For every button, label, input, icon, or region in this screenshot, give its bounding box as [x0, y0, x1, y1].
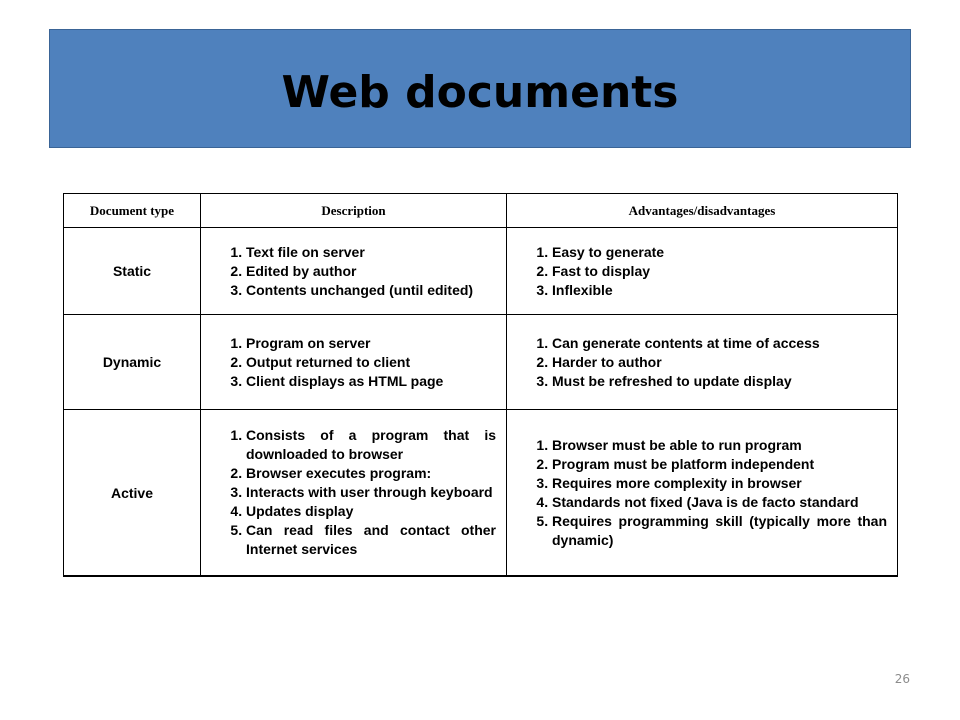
advantages-cell-active [507, 410, 898, 577]
description-cell-active [201, 410, 507, 577]
list-item: 2. Browser executes program: [246, 464, 496, 483]
list-item: 3. Interacts with user through keyboard [246, 483, 496, 502]
list-item: 4. Standards not fixed (Java is de facto standard [552, 493, 887, 512]
table-row-dynamic [64, 315, 898, 410]
list-item: 1. Easy to generate [552, 243, 887, 262]
table-row-static [64, 228, 898, 315]
type-cell-dynamic: Dynamic [64, 315, 201, 410]
advantages-list-static [507, 243, 897, 300]
list-item: 2. Program must be platform independent [552, 455, 887, 474]
type-cell-static: Static [64, 228, 201, 315]
document-types-table [63, 193, 898, 577]
list-item: 3. Client displays as HTML page [246, 372, 496, 391]
list-item: 4. Updates display [246, 502, 496, 521]
header-advantages: Advantages/disadvantages [507, 194, 898, 228]
list-item: 3. Requires more complexity in browser [552, 474, 887, 493]
list-item: 3. Inflexible [552, 281, 887, 300]
list-item: 5. Requires programming skill (typically more than dynamic) [552, 512, 887, 550]
title-banner [49, 29, 911, 148]
list-item: 1. Browser must be able to run program [552, 436, 887, 455]
advantages-list-active [507, 436, 897, 550]
list-item: 2. Harder to author [552, 353, 887, 372]
list-item: 2. Output returned to client [246, 353, 496, 372]
list-item: 2. Fast to display [552, 262, 887, 281]
type-cell-active: Active [64, 410, 201, 577]
table-row-active [64, 410, 898, 577]
list-item: 5. Can read files and contact other Internet services [246, 521, 496, 559]
advantages-list-dynamic [507, 334, 897, 391]
description-list-static [201, 243, 506, 300]
slide-title: Web documents [281, 67, 679, 118]
description-cell-dynamic [201, 315, 507, 410]
list-item: 2. Edited by author [246, 262, 496, 281]
description-list-active [201, 426, 506, 559]
slide-number: 26 [894, 672, 910, 686]
table-header-row [64, 194, 898, 228]
description-list-dynamic [201, 334, 506, 391]
header-description: Description [201, 194, 507, 228]
list-item: 1. Can generate contents at time of access [552, 334, 887, 353]
list-item: 1. Consists of a program that is downloaded to browser [246, 426, 496, 464]
list-item: 3. Contents unchanged (until edited) [246, 281, 496, 300]
description-cell-static [201, 228, 507, 315]
list-item: 1. Text file on server [246, 243, 496, 262]
advantages-cell-dynamic [507, 315, 898, 410]
header-document-type: Document type [64, 194, 201, 228]
list-item: 1. Program on server [246, 334, 496, 353]
advantages-cell-static [507, 228, 898, 315]
list-item: 3. Must be refreshed to update display [552, 372, 887, 391]
